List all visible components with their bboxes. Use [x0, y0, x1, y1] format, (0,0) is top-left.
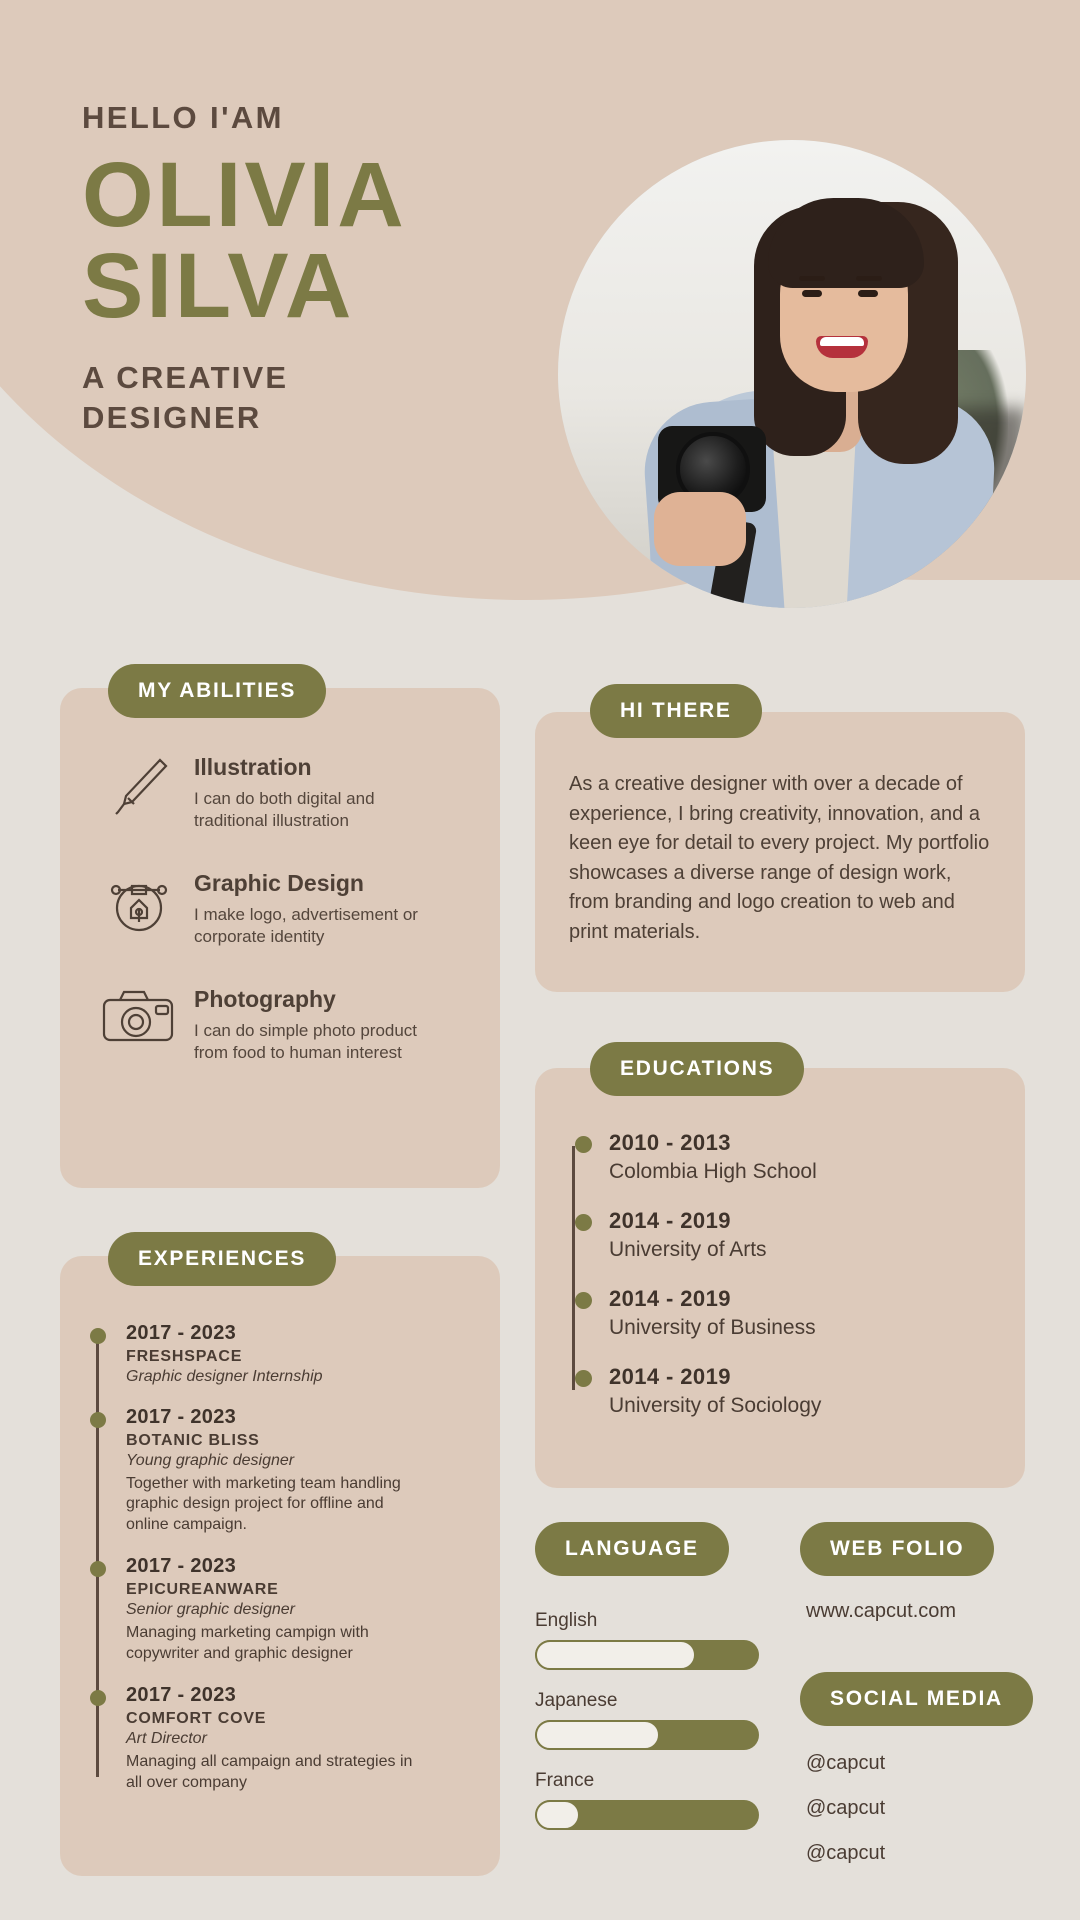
header-text-block [82, 100, 602, 439]
experience-year: 2017 - 2023 [126, 1406, 237, 1428]
photo-hand [654, 492, 746, 566]
role-title [82, 358, 602, 439]
education-item [609, 1130, 995, 1184]
about-body: As a creative designer with over a decade of experience, I bring creativity, innovation, and a keen eye for detail to every project. My portfolio showcases a diverse range of design work, from branding and logo creation to web and print materials. [569, 773, 990, 943]
education-year: 2014 - 2019 [609, 1208, 731, 1233]
abilities-title: MY ABILITIES [108, 664, 326, 718]
experience-org: COMFORT COVE [126, 1710, 267, 1728]
education-year: 2014 - 2019 [609, 1364, 731, 1389]
camera-icon [84, 982, 194, 1052]
timeline-dot [90, 1561, 106, 1577]
photo-eye-right [858, 290, 878, 297]
education-school: University of Arts [609, 1238, 767, 1261]
social-handle[interactable]: @capcut [806, 1752, 886, 1774]
social-handle[interactable]: @capcut [806, 1797, 886, 1819]
experience-year: 2017 - 2023 [126, 1555, 237, 1578]
language-level-bar [535, 1720, 759, 1750]
role-line-2: DESIGNER [82, 400, 262, 436]
experiences-timeline [84, 1322, 476, 1793]
language-title: LANGUAGE [535, 1522, 729, 1576]
photo-eyebrow-right [856, 276, 882, 281]
timeline-dot [575, 1292, 592, 1309]
photo-eyebrow-left [799, 276, 825, 281]
full-name [82, 144, 602, 338]
pen-tool-icon [84, 866, 194, 940]
photo-eye-left [802, 290, 822, 297]
education-school: University of Business [609, 1316, 816, 1339]
role-line-1: A CREATIVE [82, 360, 289, 396]
educations-title: EDUCATIONS [590, 1042, 804, 1096]
about-card [535, 712, 1025, 992]
photo-teeth [820, 337, 864, 346]
language-level-track [535, 1720, 660, 1750]
timeline-dot [90, 1328, 106, 1344]
ability-item [84, 982, 476, 1064]
social-media-list [806, 1752, 885, 1887]
timeline-dot [90, 1690, 106, 1706]
education-school: Colombia High School [609, 1160, 817, 1183]
experience-item [126, 1684, 476, 1793]
experience-desc: Managing all campaign and strategies in all over company [126, 1753, 413, 1791]
ability-item [84, 750, 476, 832]
experiences-card [60, 1256, 500, 1876]
language-name: Japanese [535, 1690, 618, 1711]
education-school: University of Sociology [609, 1394, 822, 1417]
experience-desc: Together with marketing team handling graphic design project for offline and online campaign. [126, 1475, 401, 1533]
last-name: SILVA [82, 235, 355, 338]
language-name: France [535, 1770, 595, 1791]
web-folio-title: WEB FOLIO [800, 1522, 994, 1576]
language-level-bar [535, 1640, 759, 1670]
experience-role: Graphic designer Internship [126, 1368, 323, 1385]
greeting-text: HELLO I'AM [82, 100, 284, 135]
experience-year: 2017 - 2023 [126, 1684, 237, 1707]
ability-desc: I can do both digital and traditional illustration [194, 789, 375, 831]
language-level-bar [535, 1800, 759, 1830]
educations-timeline [569, 1130, 995, 1418]
experience-item [126, 1555, 476, 1664]
education-item [609, 1364, 995, 1418]
profile-photo [558, 140, 1026, 608]
ability-name: Graphic Design [194, 870, 364, 897]
language-level-track [535, 1800, 580, 1830]
ability-desc: I make logo, advertisement or corporate identity [194, 905, 418, 947]
educations-card [535, 1068, 1025, 1488]
experience-year: 2017 - 2023 [126, 1322, 237, 1344]
education-item [609, 1208, 995, 1262]
timeline-dot [575, 1136, 592, 1153]
experience-role: Art Director [126, 1730, 207, 1748]
education-timeline-line [572, 1146, 575, 1390]
language-level-track [535, 1640, 696, 1670]
paintbrush-icon [84, 750, 194, 824]
timeline-dot [575, 1214, 592, 1231]
timeline-line [96, 1336, 99, 1777]
social-media-title: SOCIAL MEDIA [800, 1672, 1033, 1726]
education-year: 2014 - 2019 [609, 1286, 731, 1311]
experiences-title: EXPERIENCES [108, 1232, 336, 1286]
experience-org: BOTANIC BLISS [126, 1432, 260, 1449]
education-item [609, 1286, 995, 1340]
timeline-dot [575, 1370, 592, 1387]
language-name: English [535, 1610, 598, 1631]
first-name: OLIVIA [82, 144, 407, 246]
experience-item [126, 1406, 476, 1535]
abilities-card [60, 688, 500, 1188]
social-handle[interactable]: @capcut [806, 1842, 886, 1864]
experience-item [126, 1322, 476, 1386]
web-folio-url[interactable]: www.capcut.com [806, 1600, 957, 1622]
ability-name: Illustration [194, 754, 312, 780]
experience-org: EPICUREANWARE [126, 1581, 279, 1599]
ability-name: Photography [194, 986, 336, 1013]
experience-role: Senior graphic designer [126, 1601, 295, 1619]
ability-item [84, 866, 476, 948]
ability-desc: I can do simple photo product from food to human interest [194, 1021, 418, 1063]
about-title: HI THERE [590, 684, 762, 738]
experience-org: FRESHSPACE [126, 1348, 243, 1365]
experience-desc: Managing marketing campign with copywriter and graphic designer [126, 1624, 369, 1662]
language-section [535, 1610, 775, 1850]
timeline-dot [90, 1412, 106, 1428]
experience-role: Young graphic designer [126, 1452, 295, 1469]
education-year: 2010 - 2013 [609, 1130, 731, 1155]
